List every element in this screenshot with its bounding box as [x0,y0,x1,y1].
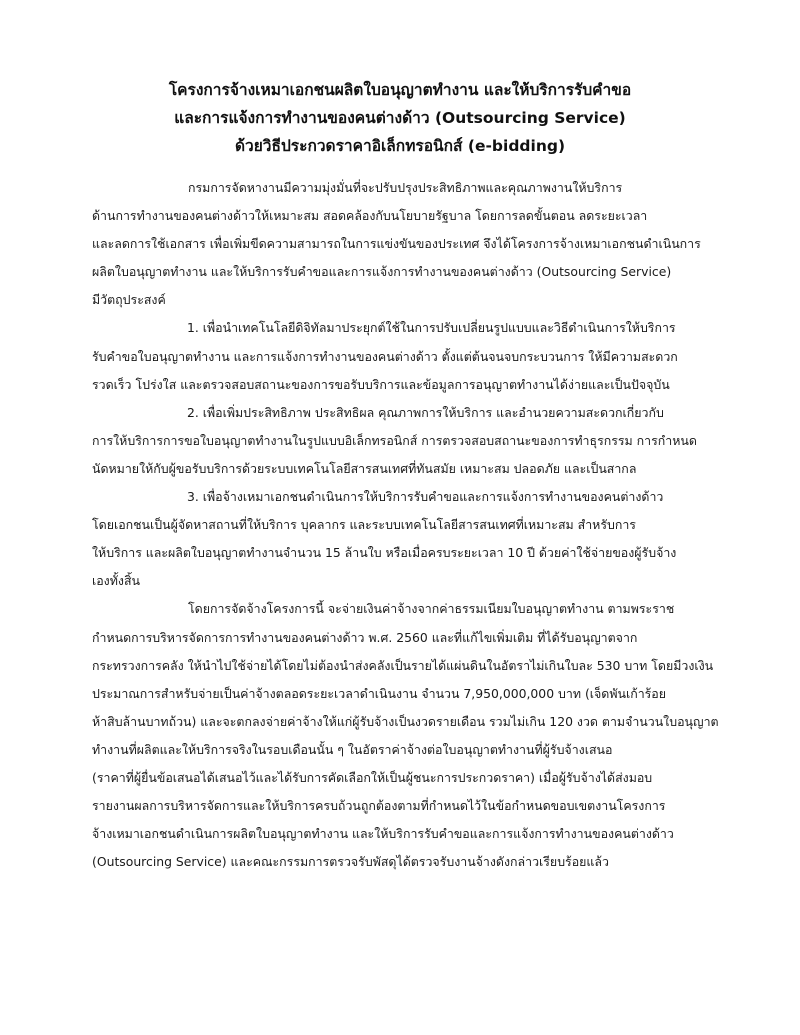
body-line: มีวัตถุประสงค์ [92,292,166,308]
body-line: และลดการใช้เอกสาร เพื่อเพิ่มขีดความสามารถในการแข่งขันของประเทศ จึงได้โครงการจ้างเหมาเอกชนดำเนินการ [92,236,701,252]
body-line: กระทรวงการคลัง ให้นำไปใช้จ่ายได้โดยไม่ต้องนำส่งคลังเป็นรายได้แผ่นดินในอัตราไม่เกินใบละ 530 บาท โดยมีวงเงิน [92,657,714,673]
body-line: ให้บริการ และผลิตใบอนุญาตทำงานจำนวน 15 ล้านใบ หรือเมื่อครบระยะเวลา 10 ปี ด้วยค่าใช้จ่ายของผู้รับจ้าง [92,545,677,561]
title-line: ด้วยวิธีประกวดราคาอิเล็กทรอนิกส์ (e-bidding) [234,137,566,155]
body-line: รายงานผลการบริหารจัดการและให้บริการครบถ้วนถูกต้องตามที่กำหนดไว้ในข้อกำหนดขอบเขตงานโครงการ [92,798,666,814]
body-line: ประมาณการสำหรับจ่ายเป็นค่าจ้างตลอดระยะเวลาดำเนินงาน จำนวน 7,950,000,000 บาท (เจ็ดพันเก้าร้อย [92,685,667,701]
body-line: 3. เพื่อจ้างเหมาเอกชนดำเนินการให้บริการรับคำขอและการแจ้งการทำงานของคนต่างด้าว [187,489,664,505]
objective-1-paragraph [92,314,724,398]
body-line: โดยการจัดจ้างโครงการนี้ จะจ่ายเงินค่าจ้างจากค่าธรรมเนียมใบอนุญาตทำงาน ตามพระราช [188,601,675,617]
body-line: ห้าสิบล้านบาทถ้วน) และจะตกลงจ่ายค่าจ้างให้แก่ผู้รับจ้างเป็นงวดรายเดือน รวมไม่เกิน 120 งวด ตามจำนวนใบอนุญาต [92,713,719,729]
title-line: โครงการจ้างเหมาเอกชนผลิตใบอนุญาตทำงาน และให้บริการรับคำขอ [168,81,632,99]
body-line: กำหนดการบริหารจัดการการทำงานของคนต่างด้าว พ.ศ. 2560 และที่แก้ไขเพิ่มเติม ที่ได้รับอนุญาตจาก [92,629,638,645]
body-line: การให้บริการการขอใบอนุญาตทำงานในรูปแบบอิเล็กทรอนิกส์ การตรวจสอบสถานะของการทำธุรกรรม การกำหนด [92,432,697,448]
body-line: (ราคาที่ผู้ยื่นข้อเสนอได้เสนอไว้และได้รับการคัดเลือกให้เป็นผู้ชนะการประกวดราคา) เมื่อผู้รับจ้างได้ส่งมอบ [92,769,653,785]
body-line: รวดเร็ว โปร่งใส และตรวจสอบสถานะของการขอรับบริการและข้อมูลการอนุญาตทำงานได้ง่ายและเป็นปัจจุบัน [92,376,670,392]
body-line: ผลิตใบอนุญาตทำงาน และให้บริการรับคำขอและการแจ้งการทำงานของคนต่างด้าว (Outsourcing Service) [92,264,672,280]
body-line: จ้างเหมาเอกชนดำเนินการผลิตใบอนุญาตทำงาน และให้บริการรับคำขอและการแจ้งการทำงานของคนต่างด้าว [92,826,674,842]
document-title [0,76,800,160]
title-line: และการแจ้งการทำงานของคนต่างด้าว (Outsourcing Service) [174,109,626,127]
body-line: รับคำขอใบอนุญาตทำงาน และการแจ้งการทำงานของคนต่างด้าว ตั้งแต่ต้นจนจบกระบวนการ ให้มีความสะดวก [92,348,678,364]
document-body [92,174,724,876]
body-line: ด้านการทำงานของคนต่างด้าวให้เหมาะสม สอดคล้องกับนโยบายรัฐบาล โดยการลดขั้นตอน ลดระยะเวลา [92,208,648,224]
body-line: โดยเอกชนเป็นผู้จัดหาสถานที่ให้บริการ บุคลากร และระบบเทคโนโลยีสารสนเทศที่เหมาะสม สำหรับการ [92,517,636,533]
objective-3-paragraph [92,483,724,595]
body-line: (Outsourcing Service) และคณะกรรมการตรวจรับพัสดุได้ตรวจรับงานจ้างดังกล่าวเรียบร้อยแล้ว [92,854,609,870]
intro-paragraph [92,174,724,314]
body-line: 2. เพื่อเพิ่มประสิทธิภาพ ประสิทธิผล คุณภาพการให้บริการ และอำนวยความสะดวกเกี่ยวกับ [187,404,664,420]
body-line: ทำงานที่ผลิตและให้บริการจริงในรอบเดือนนั้น ๆ ในอัตราค่าจ้างต่อใบอนุญาตทำงานที่ผู้รับจ้างเสนอ [92,741,613,757]
body-line: นัดหมายให้กับผู้ขอรับบริการด้วยระบบเทคโนโลยีสารสนเทศที่ทันสมัย เหมาะสม ปลอดภัย และเป็นสากล [92,460,637,476]
objective-2-paragraph [92,399,724,483]
body-line: 1. เพื่อนำเทคโนโลยีดิจิทัลมาประยุกต์ใช้ในการปรับเปลี่ยนรูปแบบและวิธีดำเนินการให้บริการ [187,320,676,336]
funding-paragraph [92,595,724,876]
body-line: กรมการจัดหางานมีความมุ่งมั่นที่จะปรับปรุงประสิทธิภาพและคุณภาพงานให้บริการ [188,180,623,195]
body-line: เองทั้งสิ้น [92,573,140,589]
